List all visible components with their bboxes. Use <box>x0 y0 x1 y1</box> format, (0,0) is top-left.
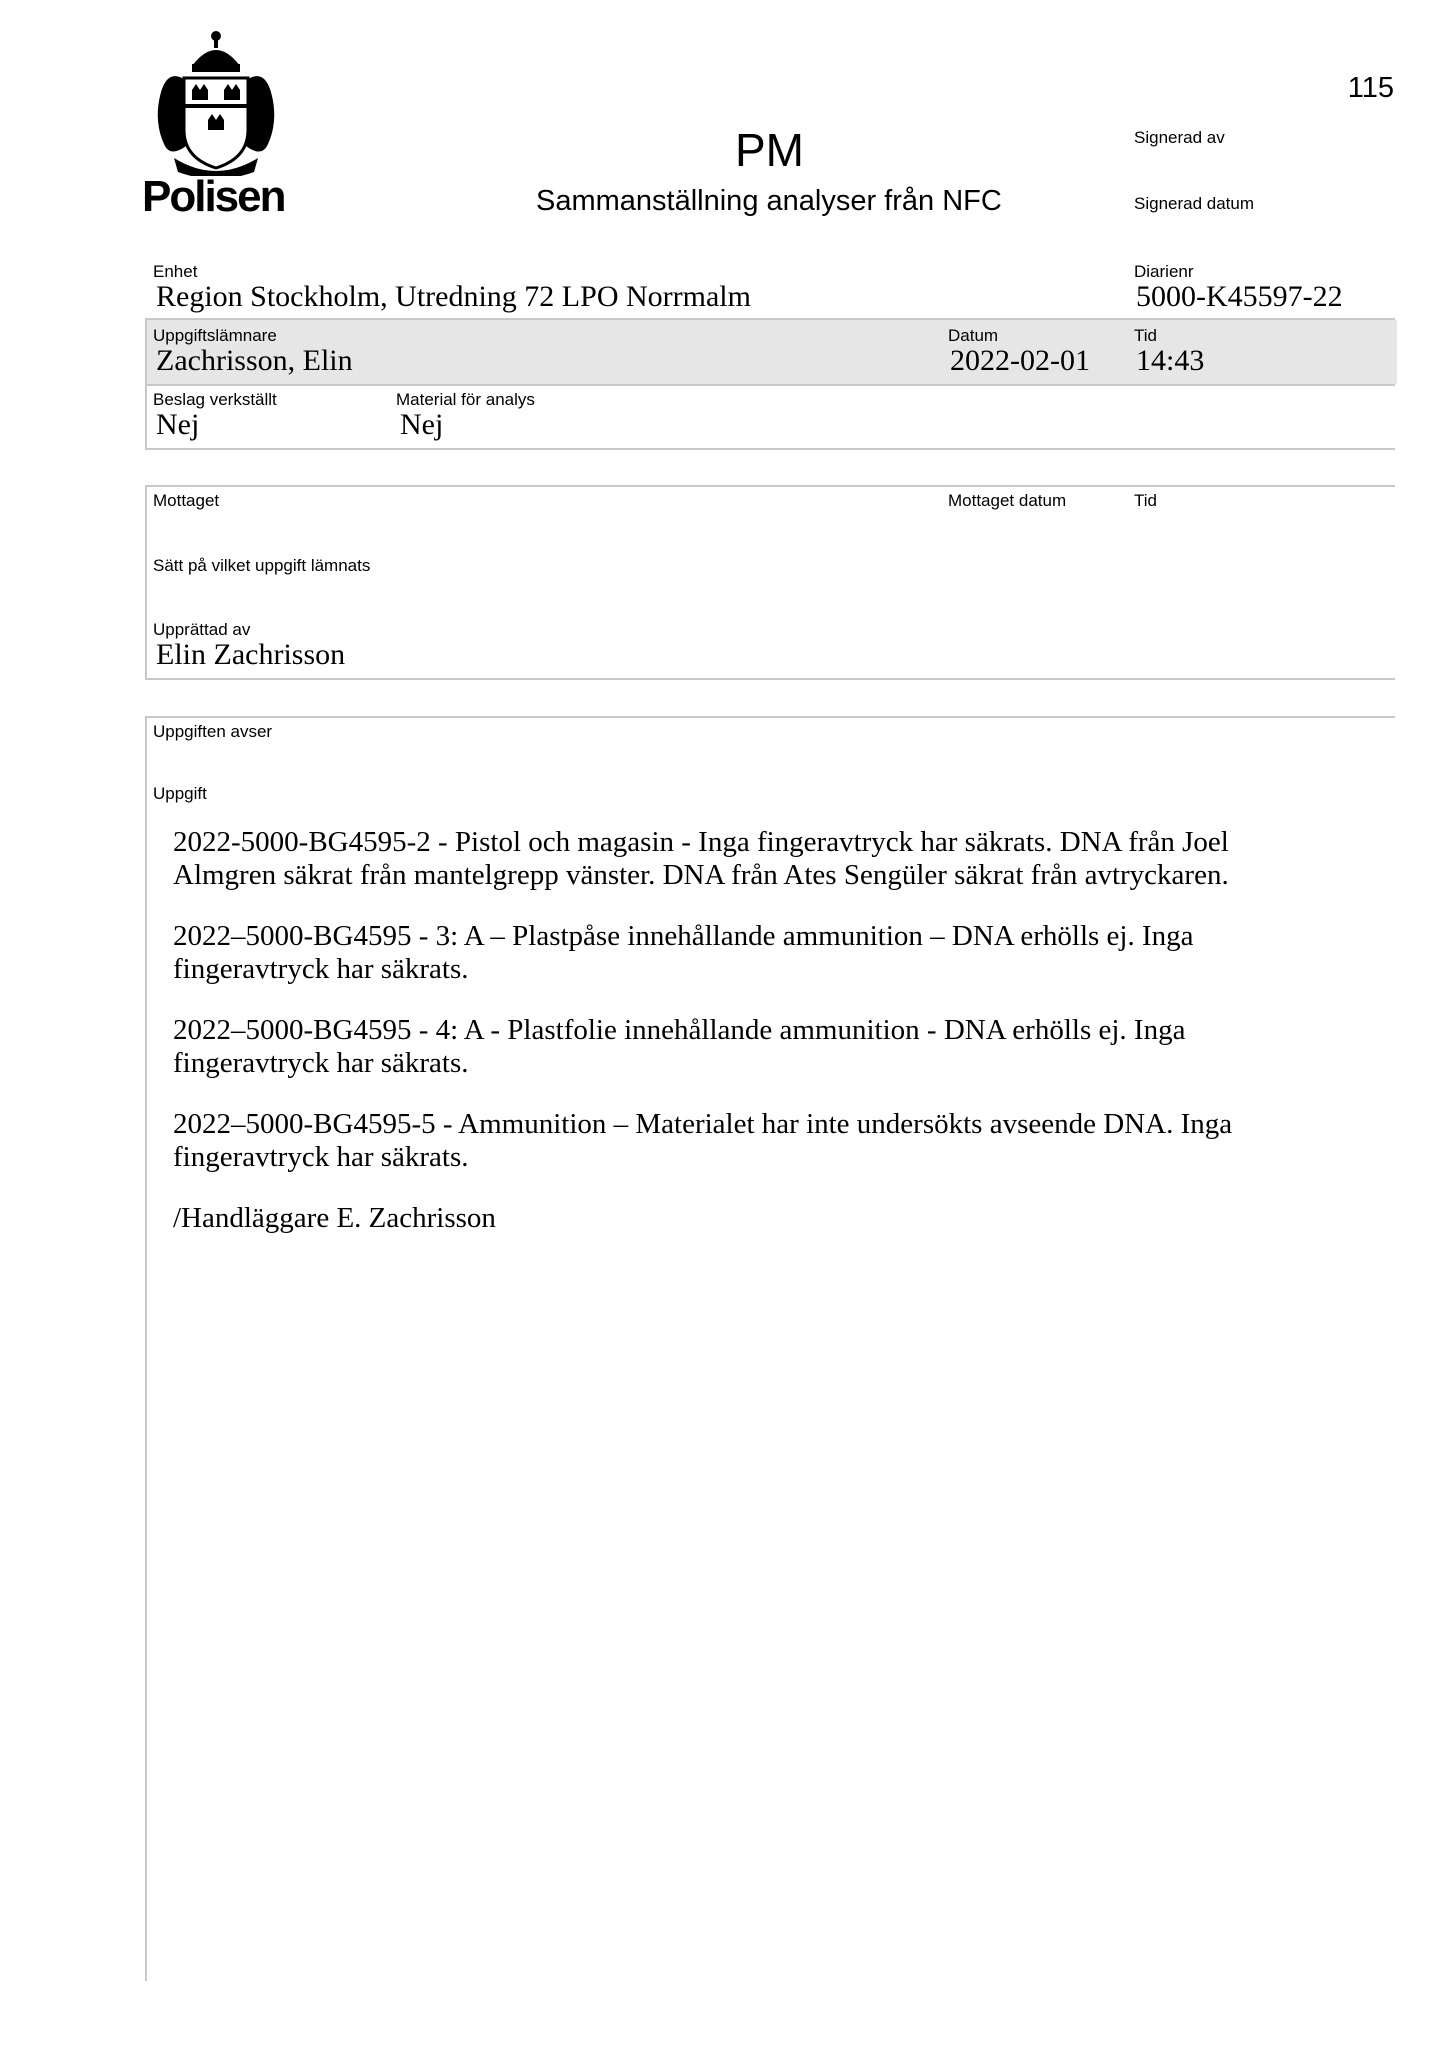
doc-subtitle: Sammanställning analyser från NFC <box>536 185 1002 217</box>
datum-value: 2022-02-01 <box>950 344 1090 377</box>
coat-of-arms-icon <box>146 26 286 176</box>
diarienr-value: 5000-K45597-22 <box>1136 280 1343 313</box>
enhet-value: Region Stockholm, Utredning 72 LPO Norrmalm <box>156 280 751 313</box>
paragraph-line: 2022–5000-BG4595 - 3: A – Plastpåse innehållande ammunition – DNA erhölls ej. Inga <box>173 920 1194 952</box>
paragraph-line: /Handläggare E. Zachrisson <box>173 1202 496 1234</box>
section1-divider-mid <box>145 384 1395 386</box>
signerad-datum-label: Signerad datum <box>1134 194 1255 213</box>
upprattad-label: Upprättad av <box>153 620 251 639</box>
mottaget-datum-label: Mottaget datum <box>948 491 1067 510</box>
uppgift-text <box>173 826 1232 1263</box>
uppgiftslamnare-label: Uppgiftslämnare <box>153 326 277 345</box>
page-number: 115 <box>1347 72 1394 104</box>
paragraph <box>173 920 1232 986</box>
upprattad-value: Elin Zachrisson <box>156 638 346 671</box>
section3-divider-top <box>145 716 1395 718</box>
logo-wordmark: Polisen <box>142 172 285 221</box>
paragraph-line: fingeravtryck har säkrats. <box>173 953 469 985</box>
paragraph-line: 2022–5000-BG4595 - 4: A - Plastfolie innehållande ammunition - DNA erhölls ej. Inga <box>173 1014 1186 1046</box>
section2-divider-bottom <box>145 678 1395 680</box>
section3-left-border <box>145 716 147 1981</box>
enhet-label: Enhet <box>153 262 198 281</box>
tid-value: 14:43 <box>1136 344 1205 377</box>
paragraph-line: fingeravtryck har säkrats. <box>173 1141 469 1173</box>
paragraph-line: 2022-5000-BG4595-2 - Pistol och magasin - Inga fingeravtryck har säkrats. DNA från Joel <box>173 826 1229 858</box>
paragraph <box>173 1108 1232 1174</box>
satt-label: Sätt på vilket uppgift lämnats <box>153 556 371 575</box>
section2-left-border <box>145 485 147 680</box>
section2-divider-top <box>145 485 1395 487</box>
polisen-logo <box>142 26 286 222</box>
section1-divider-bottom <box>145 448 1395 450</box>
beslag-label: Beslag verkställt <box>153 390 277 409</box>
signature-line <box>173 1202 1232 1235</box>
paragraph-line: Almgren säkrat från mantelgrepp vänster. DNA från Ates Sengüler säkrat från avtryckaren. <box>173 859 1229 891</box>
mottaget-label: Mottaget <box>153 491 220 510</box>
signerad-av-label: Signerad av <box>1134 128 1225 147</box>
diarienr-label: Diarienr <box>1134 262 1194 281</box>
material-label: Material för analys <box>396 390 535 409</box>
beslag-value: Nej <box>156 408 200 441</box>
mottaget-tid-label: Tid <box>1134 491 1157 510</box>
datum-label: Datum <box>948 326 999 345</box>
tid-label: Tid <box>1134 326 1157 345</box>
uppgift-label: Uppgift <box>153 784 207 803</box>
paragraph <box>173 1014 1232 1080</box>
paragraph <box>173 826 1232 892</box>
material-value: Nej <box>400 408 444 441</box>
paragraph-line: fingeravtryck har säkrats. <box>173 1047 469 1079</box>
uppgiften-avser-label: Uppgiften avser <box>153 722 273 741</box>
uppgiftslamnare-value: Zachrisson, Elin <box>156 344 353 377</box>
paragraph-line: 2022–5000-BG4595-5 - Ammunition – Materialet har inte undersökts avseende DNA. Inga <box>173 1108 1233 1140</box>
doc-type-title: PM <box>735 124 804 176</box>
